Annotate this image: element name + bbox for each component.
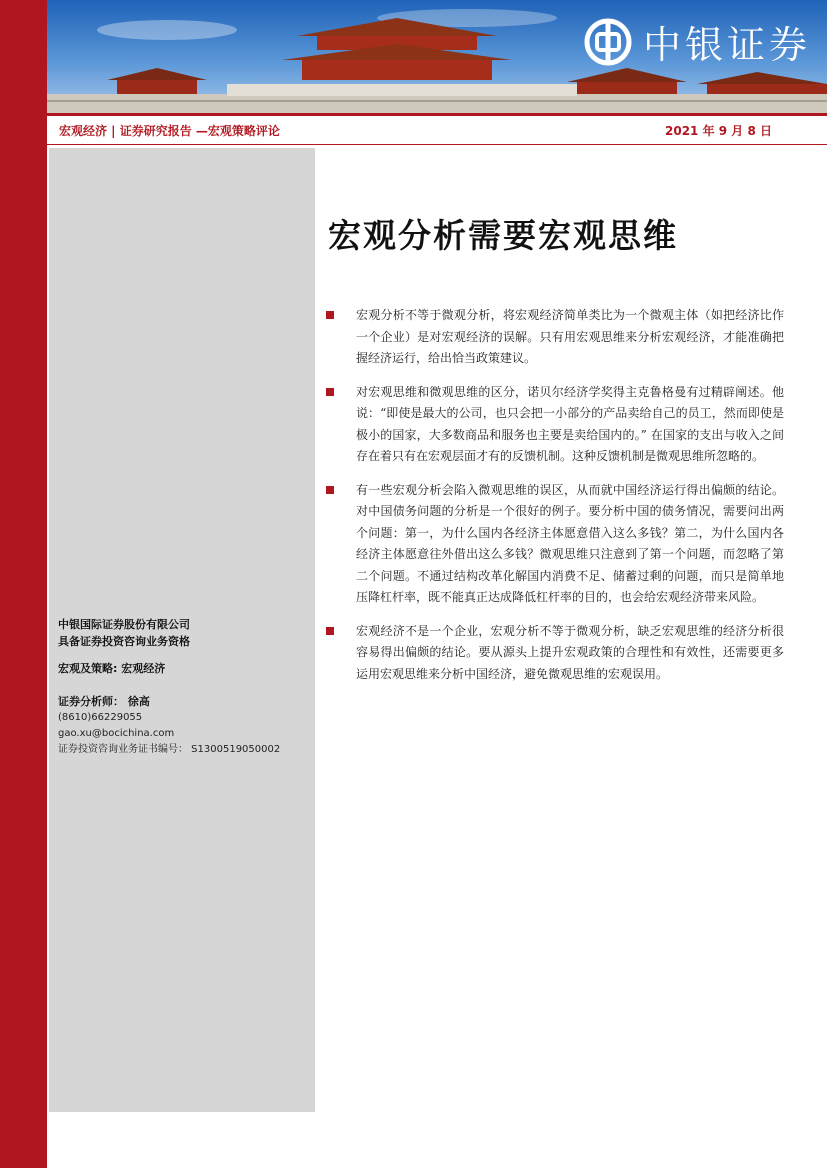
- summary-bullets: [326, 305, 784, 697]
- report-header: [47, 116, 827, 144]
- analyst-info: [58, 616, 314, 758]
- company-name: 中银国际证券股份有限公司: [58, 618, 190, 631]
- bullet-square-icon: [326, 627, 334, 635]
- list-item: [326, 480, 784, 609]
- breadcrumb: 宏观经济 | 证券研究报告 —宏观策略评论: [59, 124, 280, 138]
- bullet-square-icon: [326, 388, 334, 396]
- bullet-text: 宏观分析不等于微观分析，将宏观经济简单类比为一个微观主体（如把经济比作一个企业）是对宏观经济的误解。只有用宏观思维来分析宏观经济，才能准确把握经济运行，给出恰当政策建议。: [356, 308, 784, 365]
- category: 宏观及策略: 宏观经济: [58, 662, 166, 675]
- bullet-text: 对宏观思维和微观思维的区分，诺贝尔经济学奖得主克鲁格曼有过精辟阐述。他说：“即使是最大的公司，也只会把一小部分的产品卖给自己的员工，然而即使是极小的国家，大多数商品和服务也主要是卖给国内的。” 在国家的支出与收入之间存在着只有在宏观层面才有的反馈机制。这种反馈机制是微观思维所忽略的。: [356, 384, 784, 463]
- license-number: 证券投资咨询业务证书编号： S1300519050002: [58, 744, 281, 755]
- brand-logo: [583, 14, 811, 69]
- header-divider: [47, 144, 827, 145]
- analyst-phone: (8610)66229055: [58, 712, 143, 723]
- header-banner: [47, 0, 827, 113]
- boc-logo-icon: [583, 17, 633, 67]
- analyst-email[interactable]: gao.xu@bocichina.com: [58, 728, 175, 739]
- report-title: 宏观分析需要宏观思维: [328, 216, 678, 255]
- bullet-square-icon: [326, 311, 334, 319]
- list-item: [326, 621, 784, 686]
- bullet-square-icon: [326, 486, 334, 494]
- analyst-name: 证券分析师： 徐高: [58, 695, 150, 708]
- left-accent-bar: [0, 0, 47, 1168]
- brand-name: 中银证券: [642, 23, 811, 67]
- list-item: [326, 305, 784, 370]
- qualification: 具备证券投资咨询业务资格: [58, 635, 190, 648]
- list-item: [326, 382, 784, 468]
- bullet-text: 有一些宏观分析会陷入微观思维的误区，从而就中国经济运行得出偏颇的结论。对中国债务问题的分析是一个很好的例子。要分析中国的债务情况，需要问出两个问题：第一，为什么国内各经济主体愿意借入这么多钱？第二，为什么国内各经济主体愿意往外借出这么多钱？微观思维只注意到了第一个问题，而忽略了第二个问题。不通过结构改革化解国内消费不足、储蓄过剩的问题，而只是简单地压降杠杆率，既不能真正达成降低杠杆率的目的，也会给宏观经济带来风险。: [356, 482, 784, 604]
- bullet-text: 宏观经济不是一个企业，宏观分析不等于微观分析，缺乏宏观思维的经济分析很容易得出偏颇的结论。要从源头上提升宏观政策的合理性和有效性，还需要更多运用宏观思维来分析中国经济，避免微观思维的宏观误用。: [356, 623, 784, 681]
- report-date: 2021 年 9 月 8 日: [665, 124, 772, 138]
